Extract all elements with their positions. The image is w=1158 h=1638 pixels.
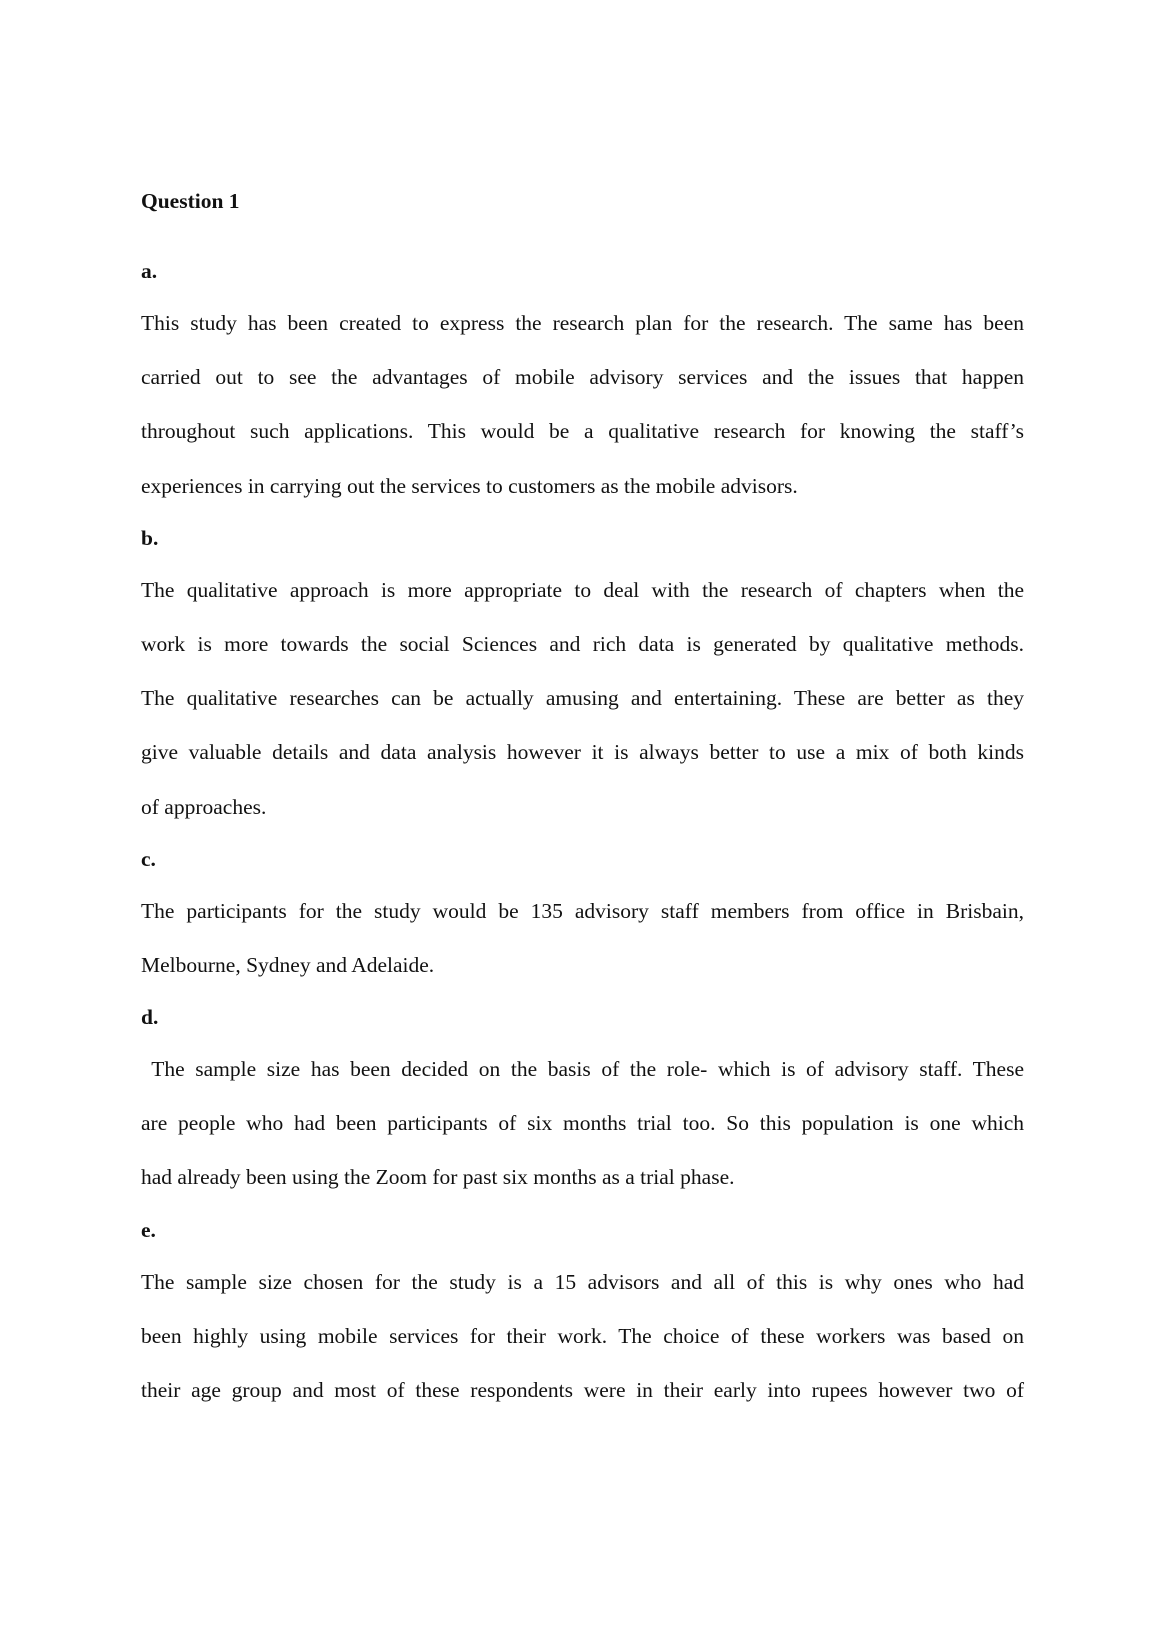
paragraph-line: experiences in carrying out the services to customers as the mobile advisors. <box>141 473 798 498</box>
section-c-paragraph <box>141 884 1024 992</box>
paragraph-line: are people who had been participants of six months trial too. So this population is one which <box>141 1111 1024 1136</box>
section-d-paragraph <box>141 1042 1024 1205</box>
paragraph-line: carried out to see the advantages of mobile advisory services and the issues that happen <box>141 365 1024 390</box>
paragraph-line: This study has been created to express the research plan for the research. The same has been <box>141 311 1024 335</box>
section-e-paragraph <box>141 1255 1024 1418</box>
paragraph-line: had already been using the Zoom for past six months as a trial phase. <box>141 1165 735 1190</box>
section-a-label: a. <box>141 259 158 283</box>
paragraph-line: The qualitative researches can be actually amusing and entertaining. These are better as they <box>141 686 1024 711</box>
section-b-label: b. <box>141 525 159 550</box>
section-a-paragraph <box>141 296 1024 513</box>
paragraph-line: been highly using mobile services for their work. The choice of these workers was based on <box>141 1323 1024 1348</box>
paragraph-line: their age group and most of these respondents were in their early into rupees however two of <box>141 1378 1024 1402</box>
paragraph-line: of approaches. <box>141 794 267 819</box>
paragraph-line: The qualitative approach is more appropriate to deal with the research of chapters when the <box>141 577 1024 602</box>
question-heading: Question 1 <box>141 189 240 213</box>
section-c-label: c. <box>141 846 156 871</box>
paragraph-line: throughout such applications. This would be a qualitative research for knowing the staff’s <box>141 419 1024 444</box>
document-body <box>141 186 1024 1417</box>
section-d-label: d. <box>141 1005 159 1030</box>
paragraph-line: give valuable details and data analysis however it is always better to use a mix of both kinds <box>141 740 1024 765</box>
section-b-paragraph <box>141 563 1024 834</box>
paragraph-line: Melbourne, Sydney and Adelaide. <box>141 952 435 977</box>
paragraph-line: The sample size has been decided on the basis of the role- which is of advisory staff. These <box>141 1057 1024 1082</box>
paragraph-line: The sample size chosen for the study is a 15 advisors and all of this is why ones who had <box>141 1269 1024 1294</box>
paragraph-line: work is more towards the social Sciences and rich data is generated by qualitative methods. <box>141 631 1024 656</box>
section-e-label: e. <box>141 1217 156 1242</box>
paragraph-line: The participants for the study would be 135 advisory staff members from office in Brisbain, <box>141 898 1024 923</box>
